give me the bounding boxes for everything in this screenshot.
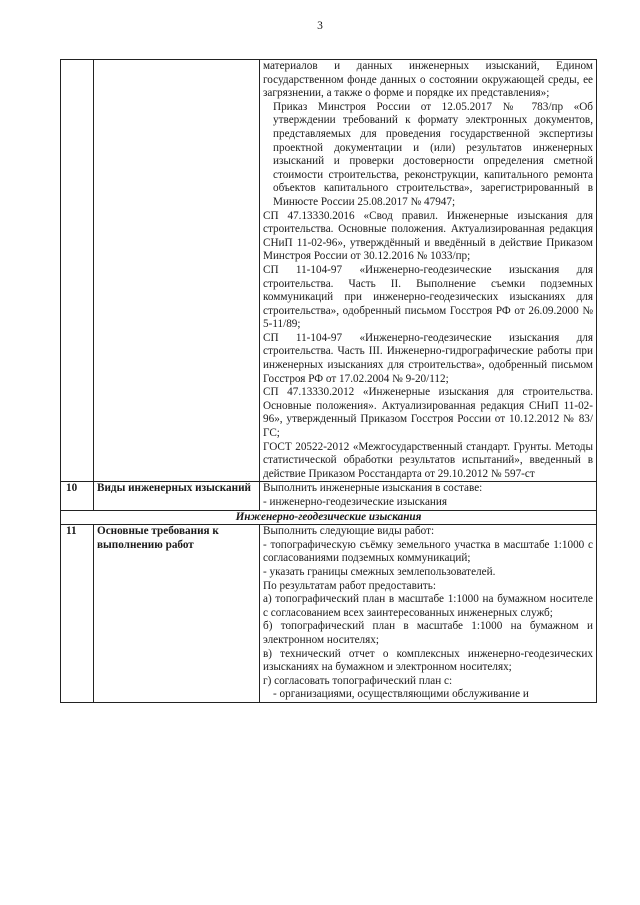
label-cell-empty bbox=[94, 60, 260, 482]
table-row-11 bbox=[61, 525, 597, 703]
content-line: По результатам работ предоставить: bbox=[263, 579, 436, 592]
paragraph: материалов и данных инженерных изысканий, Едином государственном фонде данных о состоянии окружающей среды, ее загрязнении, а также о форме и порядке их представления»; bbox=[263, 60, 593, 100]
content-line: - топографическую съёмку земельного участка в масштабе 1:1000 с согласованиями подземных коммуникаций; bbox=[263, 538, 593, 565]
paragraph: ГОСТ 20522-2012 «Межгосударственный стандарт. Грунты. Методы статистической обработки результатов испытаний», введенный в действие Приказом Росстандарта от 29.10.2012 № 597-ст bbox=[263, 440, 593, 480]
table-row-continued bbox=[61, 60, 597, 482]
number-cell-empty bbox=[61, 60, 94, 482]
row-label: Основные требования к выполнению работ bbox=[94, 525, 260, 703]
content-line: б) топографический план в масштабе 1:1000 на бумажном и электронном носителях; bbox=[263, 620, 593, 646]
content-line: Выполнить инженерные изыскания в составе: bbox=[263, 482, 483, 495]
content-line: а) топографический план в масштабе 1:1000 на бумажном носителе с согласованием всех заинтересованных инженерных служб; bbox=[263, 593, 593, 619]
content-line: - инженерно-геодезические изыскания bbox=[263, 496, 448, 508]
paragraph: СП 11-104-97 «Инженерно-геодезические изыскания для строительства. Часть II. Выполнение съемки подземных коммуникаций при инженерно-геодезических изысканиях для строительства», одобренный письмом Госстроя РФ от 26.09.2000 № 5-11/89; bbox=[263, 263, 593, 331]
content-line: в) технический отчет о комплексных инженерно-геодезических изысканиях на бумажном и электронном носителях; bbox=[263, 647, 593, 674]
content-cell bbox=[260, 60, 597, 482]
paragraph: Приказ Минстроя России от 12.05.2017 № 783/пр «Об утверждении требований к формату электронных документов, представляемых для проведения государственной экспертизы проектной документации и (или) результатов инженерных изысканий и проверки достоверности определения сметной стоимости строительства, реконструкции, капитального ремонта объектов капитального строительства», зарегистрированный в Минюсте России 25.08.2017 № 47947; bbox=[273, 100, 593, 208]
content-line: Выполнить следующие виды работ: bbox=[263, 525, 435, 538]
paragraph: СП 47.13330.2012 «Инженерные изыскания для строительства. Основные положения». Актуализированная редакция СНиП 11-02-96», утвержденный Приказом Госстроя России от 10.12.2012 № 83/ГС; bbox=[263, 386, 593, 440]
row-number: 11 bbox=[61, 525, 94, 703]
content-line: - указать границы смежных землепользователей. bbox=[263, 565, 496, 578]
content-cell bbox=[260, 482, 597, 510]
paragraph: СП 47.13330.2016 «Свод правил. Инженерные изыскания для строительства. Основные положения. Актуализированная редакция СНиП 11-02-96», утверждённый и введённый в действие Приказом Минстроя России от 30.12.2016 № 1033/пр; bbox=[263, 209, 593, 263]
paragraph: СП 11-104-97 «Инженерно-геодезические изыскания для строительства. Часть III. Инженерно-гидрографические работы при инженерных изысканиях для строительства», одобренный письмом Госстроя РФ от 17.02.2004 № 9-20/112; bbox=[263, 331, 593, 385]
content-cell bbox=[260, 525, 597, 703]
requirements-table bbox=[60, 59, 597, 703]
row-number: 10 bbox=[61, 482, 94, 510]
section-header-row bbox=[61, 510, 597, 525]
row-label: Виды инженерных изысканий bbox=[94, 482, 260, 510]
page-number: 3 bbox=[317, 20, 323, 32]
table-row-10 bbox=[61, 482, 597, 510]
section-header: Инженерно-геодезические изыскания bbox=[61, 510, 597, 525]
content-line: - организациями, осуществляющими обслуживание и bbox=[273, 688, 529, 701]
content-line: г) согласовать топографический план с: bbox=[263, 674, 453, 687]
